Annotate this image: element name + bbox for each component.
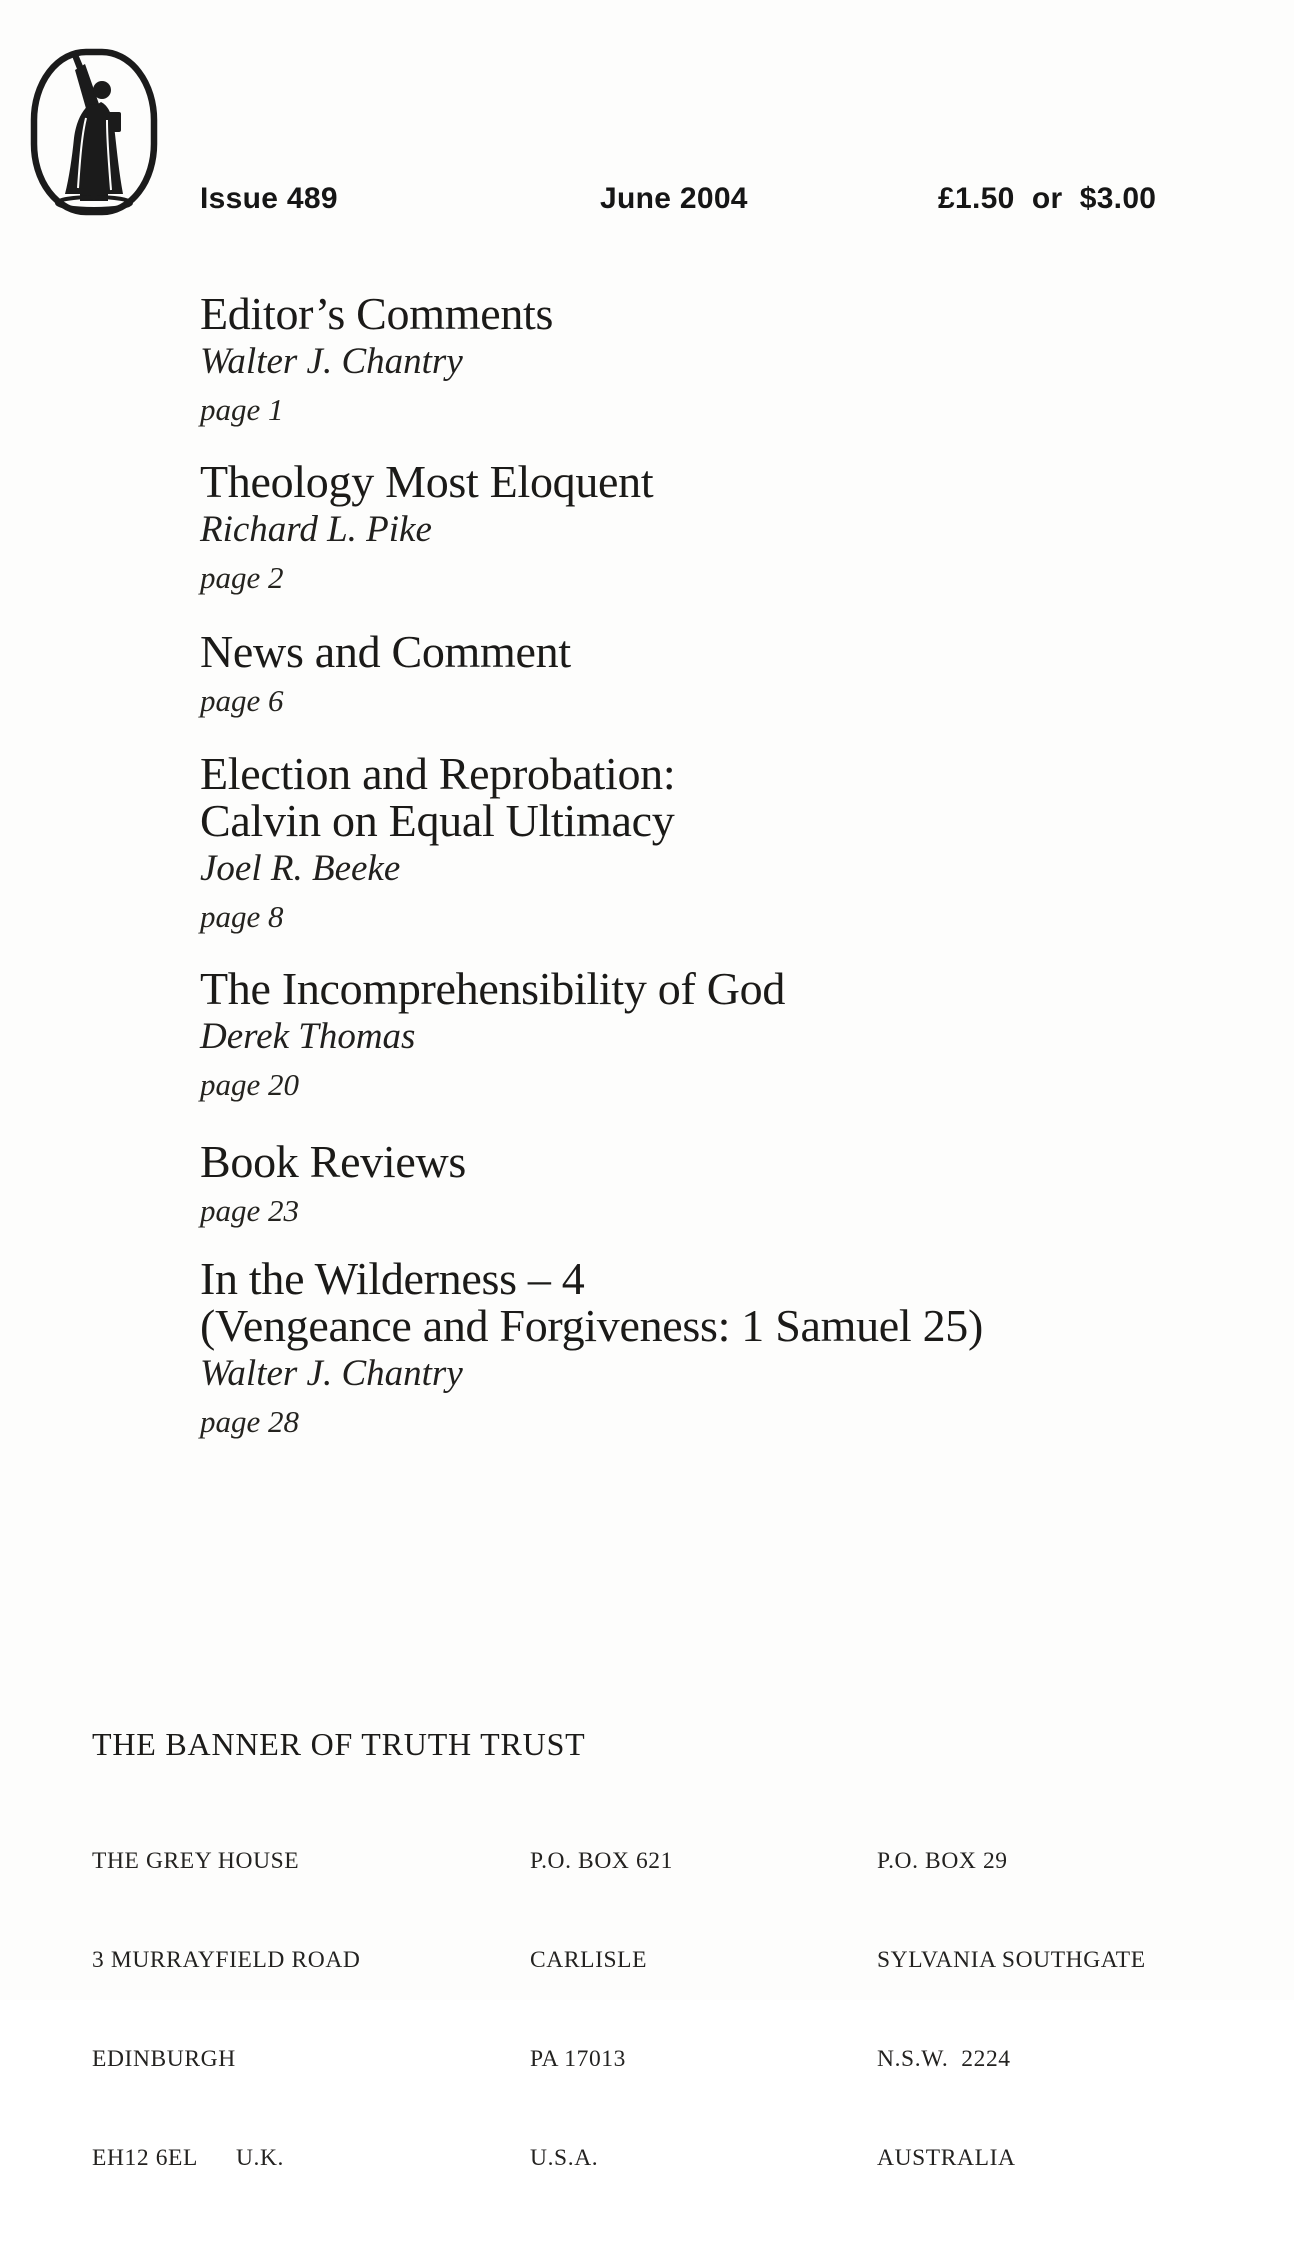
article-author: Richard L. Pike	[200, 509, 432, 550]
article-title-line1: Election and Reprobation:	[200, 748, 676, 799]
toc-item-book-reviews	[200, 1138, 466, 1231]
article-page: page 8	[200, 899, 284, 934]
article-author: Walter J. Chantry	[200, 1353, 463, 1394]
address-line: 3 MURRAYFIELD ROAD	[92, 1947, 361, 1973]
address-line: P.O. BOX 621	[530, 1848, 674, 1874]
article-title: Theology Most Eloquent	[200, 456, 654, 507]
article-title-line1: In the Wilderness – 4	[200, 1253, 585, 1304]
issue-date: June 2004	[600, 182, 748, 215]
address-line: THE GREY HOUSE	[92, 1848, 300, 1874]
article-author: Joel R. Beeke	[200, 848, 401, 889]
article-page: page 28	[200, 1404, 300, 1439]
article-title: Book Reviews	[200, 1136, 466, 1187]
publisher-name: THE BANNER OF TRUTH TRUST	[92, 1726, 586, 1762]
toc-item-theology-most-eloquent	[200, 458, 653, 598]
issue-number: Issue 489	[200, 182, 338, 215]
address-line: P.O. BOX 29	[877, 1848, 1008, 1874]
toc-item-editors-comments	[200, 290, 553, 430]
article-title-line2: Calvin on Equal Ultimacy	[200, 795, 675, 846]
address-line: U.S.A.	[530, 2145, 599, 2171]
address-uk	[92, 1779, 360, 2241]
issue-price: £1.50 or $3.00	[938, 182, 1157, 215]
article-title-line2: (Vengeance and Forgiveness: 1 Samuel 25)	[200, 1300, 984, 1351]
article-page: page 1	[200, 392, 284, 427]
article-title: Editor’s Comments	[200, 288, 554, 339]
address-line: N.S.W. 2224	[877, 2046, 1011, 2072]
toc-item-news-and-comment	[200, 628, 571, 721]
article-page: page 23	[200, 1193, 300, 1228]
article-title: The Incomprehensibility of God	[200, 963, 786, 1014]
address-australia	[877, 1779, 1146, 2241]
article-title: News and Comment	[200, 626, 571, 677]
address-line: CARLISLE	[530, 1947, 648, 1973]
address-line: PA 17013	[530, 2046, 627, 2072]
article-author: Walter J. Chantry	[200, 341, 463, 382]
logo-base-platform	[57, 197, 131, 209]
preacher-figure	[65, 54, 123, 201]
article-page: page 2	[200, 560, 284, 595]
article-author: Derek Thomas	[200, 1016, 416, 1057]
toc-item-election-and-reprobation	[200, 750, 675, 937]
address-line: EDINBURGH	[92, 2046, 236, 2072]
preacher-logo-icon	[28, 46, 160, 218]
address-line: AUSTRALIA	[877, 2145, 1016, 2171]
toc-item-in-the-wilderness	[200, 1255, 983, 1442]
article-page: page 20	[200, 1067, 300, 1102]
toc-item-incomprehensibility-of-god	[200, 965, 785, 1105]
address-line: SYLVANIA SOUTHGATE	[877, 1947, 1146, 1973]
article-page: page 6	[200, 683, 284, 718]
banner-of-truth-logo	[28, 46, 160, 218]
address-usa	[530, 1779, 673, 2241]
address-line: EH12 6EL U.K.	[92, 2145, 285, 2171]
